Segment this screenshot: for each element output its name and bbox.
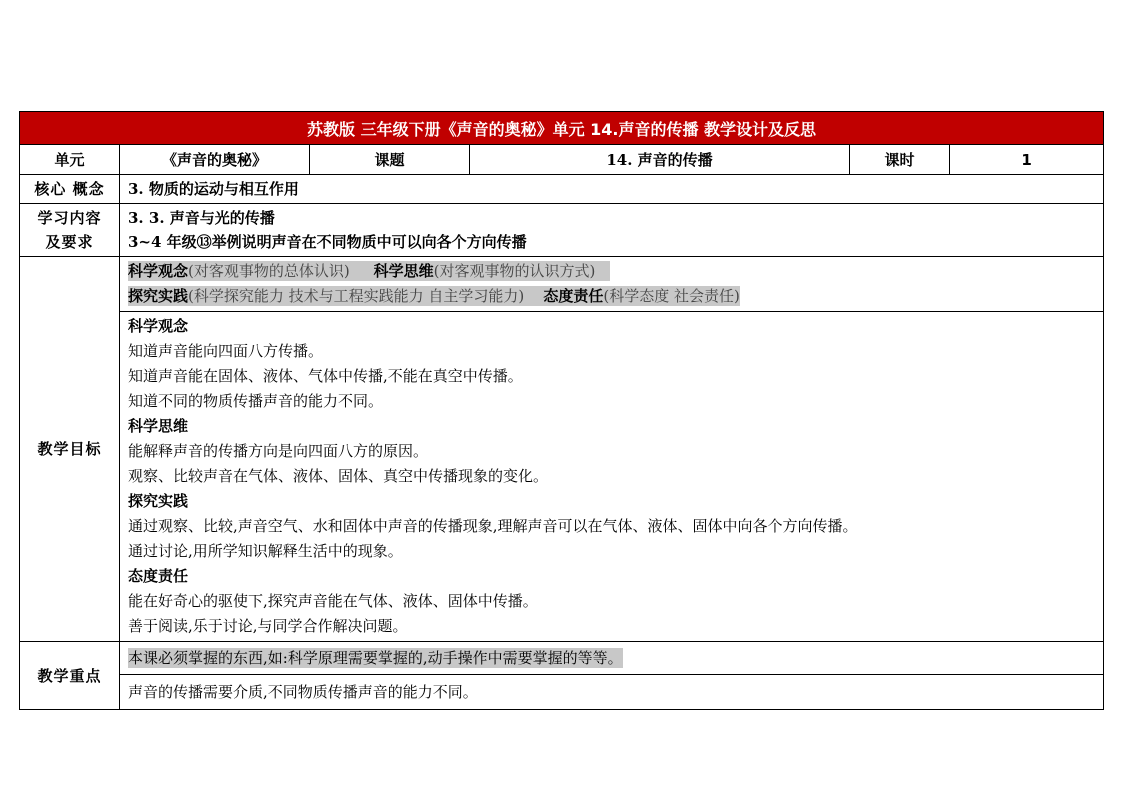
objective-line: 通过讨论,用所学知识解释生活中的现象。 <box>128 542 403 560</box>
content-line2: 3~4 年级⑬举例说明声音在不同物质中可以向各个方向传播 <box>128 233 527 251</box>
legend-b-text: (对客观事物的认识方式) <box>433 262 596 280</box>
objectives-label: 教学目标 <box>20 257 120 642</box>
document-title: 苏教版 三年级下册《声音的奥秘》单元 14.声音的传播 教学设计及反思 <box>20 112 1104 145</box>
legend-c-text: (科学探究能力 技术与工程实践能力 自主学习能力) <box>188 287 525 305</box>
key-points-hint: 本课必须掌握的东西,如:科学原理需要掌握的,动手操作中需要掌握的等等。 <box>128 648 623 667</box>
period-label: 课时 <box>850 145 950 175</box>
objectives-body <box>120 312 1104 642</box>
header-row <box>20 145 1104 175</box>
period-value: 1 <box>950 145 1104 175</box>
lesson-label: 课题 <box>310 145 470 175</box>
legend-a-text: (对客观事物的总体认识) <box>188 262 350 280</box>
legend-b-title: 科学思维 <box>373 262 434 280</box>
section-title-concept: 科学观念 <box>128 317 189 335</box>
objective-line: 能在好奇心的驱使下,探究声音能在气体、液体、固体中传播。 <box>128 592 538 610</box>
objective-line: 能解释声音的传播方向是向四面八方的原因。 <box>128 442 429 460</box>
objective-line: 知道不同的物质传播声音的能力不同。 <box>128 392 384 410</box>
objective-line: 知道声音能在固体、液体、气体中传播,不能在真空中传播。 <box>128 367 523 385</box>
content-label <box>20 204 120 257</box>
legend-a-title: 科学观念 <box>128 262 189 280</box>
lesson-plan-table <box>19 111 1104 710</box>
core-concept-label: 核心 概念 <box>20 175 120 204</box>
objectives-legend-row <box>20 257 1104 312</box>
objective-line: 善于阅读,乐于讨论,与同学合作解决问题。 <box>128 617 408 635</box>
core-concept-row <box>20 175 1104 204</box>
section-title-attitude: 态度责任 <box>128 567 189 585</box>
unit-label: 单元 <box>20 145 120 175</box>
objective-line: 通过观察、比较,声音空气、水和固体中声音的传播现象,理解声音可以在气体、液体、固体中向各个方向传播。 <box>128 517 858 535</box>
legend-line2 <box>128 286 740 306</box>
objectives-body-row <box>20 312 1104 642</box>
content-value <box>120 204 1104 257</box>
legend-c-title: 探究实践 <box>128 287 189 305</box>
key-points-hint-cell <box>120 642 1104 675</box>
section-title-thinking: 科学思维 <box>128 417 189 435</box>
legend-line1 <box>128 261 610 281</box>
objective-line: 知道声音能向四面八方传播。 <box>128 342 324 360</box>
content-row <box>20 204 1104 257</box>
content-label-line1: 学习内容 <box>37 209 102 227</box>
legend-d-text: (科学态度 社会责任) <box>603 287 740 305</box>
legend-d-title: 态度责任 <box>543 287 604 305</box>
core-concept-value: 3. 物质的运动与相互作用 <box>120 175 1104 204</box>
content-line1: 3. 3. 声音与光的传播 <box>128 209 275 227</box>
unit-value: 《声音的奥秘》 <box>120 145 310 175</box>
objective-line: 观察、比较声音在气体、液体、固体、真空中传播现象的变化。 <box>128 467 549 485</box>
key-points-value: 声音的传播需要介质,不同物质传播声音的能力不同。 <box>120 675 1104 710</box>
section-title-practice: 探究实践 <box>128 492 189 510</box>
key-points-value-row <box>20 675 1104 710</box>
content-label-line2: 及要求 <box>45 233 94 251</box>
lesson-value: 14. 声音的传播 <box>470 145 850 175</box>
objectives-legend <box>120 257 1104 312</box>
key-points-label: 教学重点 <box>20 642 120 710</box>
key-points-hint-row <box>20 642 1104 675</box>
